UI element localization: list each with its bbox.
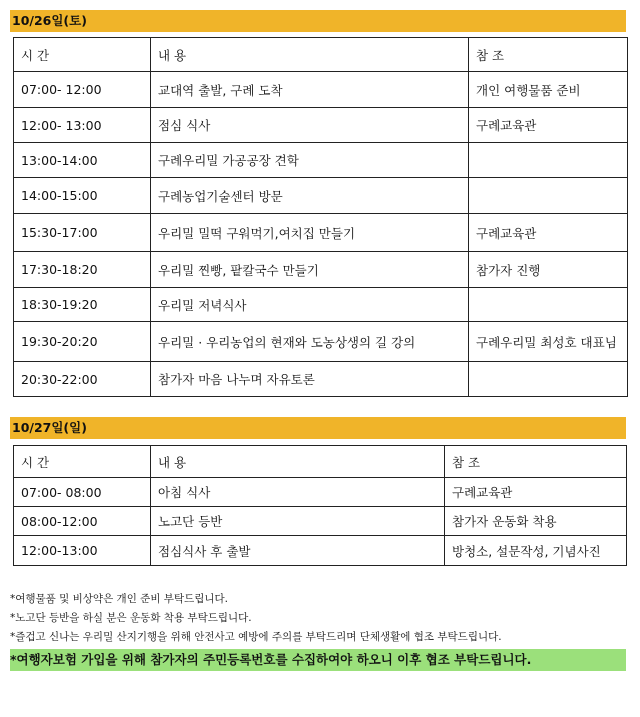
note-item: *즐겁고 신나는 우리밀 산지기행을 위해 안전사고 예방에 주의를 부탁드리며 단체생활에 협조 부탁드립니다. (10, 631, 502, 643)
time-cell: 15:30-17:00 (14, 214, 151, 252)
ref-cell (469, 178, 628, 214)
table-row (14, 214, 628, 252)
content-cell: 참가자 마음 나누며 자유토론 (151, 362, 469, 397)
ref-cell: 참가자 진행 (469, 252, 628, 288)
ref-cell: 구례교육관 (445, 478, 627, 507)
note-item: *여행물품 및 비상약은 개인 준비 부탁드립니다. (10, 593, 228, 605)
notes-section (10, 590, 630, 671)
table-row (14, 178, 628, 214)
column-header: 참 조 (445, 446, 627, 478)
column-header: 시 간 (14, 446, 151, 478)
table-header-row (14, 38, 628, 72)
time-cell: 20:30-22:00 (14, 362, 151, 397)
content-cell: 우리밀 밀떡 구워먹기,여치집 만들기 (151, 214, 469, 252)
time-cell: 07:00- 08:00 (14, 478, 151, 507)
time-cell: 13:00-14:00 (14, 143, 151, 178)
ref-cell: 구례교육관 (469, 214, 628, 252)
ref-cell (469, 288, 628, 322)
table-header-row (14, 446, 627, 478)
ref-cell: 구례우리밀 최성호 대표님 (469, 322, 628, 362)
table-row (14, 108, 628, 143)
content-cell: 구례우리밀 가공공장 견학 (151, 143, 469, 178)
table-row (14, 143, 628, 178)
ref-cell (469, 143, 628, 178)
content-cell: 우리밀 · 우리농업의 현재와 도농상생의 길 강의 (151, 322, 469, 362)
content-cell: 노고단 등반 (151, 507, 445, 536)
column-header: 내 용 (151, 446, 445, 478)
table-row (14, 322, 628, 362)
time-cell: 12:00-13:00 (14, 536, 151, 566)
content-cell: 아침 식사 (151, 478, 445, 507)
column-header: 시 간 (14, 38, 151, 72)
table-row (14, 288, 628, 322)
time-cell: 19:30-20:20 (14, 322, 151, 362)
time-cell: 12:00- 13:00 (14, 108, 151, 143)
highlight-note: *여행자보험 가입을 위해 참가자의 주민등록번호를 수집하여야 하오니 이후 협조 부탁드립니다. (10, 649, 626, 671)
day1-header: 10/26일(토) (10, 10, 626, 32)
ref-cell: 방청소, 설문작성, 기념사진 (445, 536, 627, 566)
table-row (14, 252, 628, 288)
ref-cell: 개인 여행물품 준비 (469, 72, 628, 108)
ref-cell: 구례교육관 (469, 108, 628, 143)
table-row (14, 536, 627, 566)
content-cell: 점심 식사 (151, 108, 469, 143)
ref-cell (469, 362, 628, 397)
content-cell: 우리밀 저녁식사 (151, 288, 469, 322)
content-cell: 점심식사 후 출발 (151, 536, 445, 566)
content-cell: 교대역 출발, 구례 도착 (151, 72, 469, 108)
column-header: 참 조 (469, 38, 628, 72)
time-cell: 18:30-19:20 (14, 288, 151, 322)
time-cell: 07:00- 12:00 (14, 72, 151, 108)
table-row (14, 478, 627, 507)
table-row (14, 362, 628, 397)
content-cell: 구례농업기술센터 방문 (151, 178, 469, 214)
day1-schedule-table (13, 37, 628, 397)
note-item: *노고단 등반을 하실 분은 운동화 착용 부탁드립니다. (10, 612, 252, 624)
time-cell: 14:00-15:00 (14, 178, 151, 214)
content-cell: 우리밀 찐빵, 팥칼국수 만들기 (151, 252, 469, 288)
time-cell: 08:00-12:00 (14, 507, 151, 536)
day2-schedule-table (13, 445, 627, 566)
table-row (14, 72, 628, 108)
column-header: 내 용 (151, 38, 469, 72)
ref-cell: 참가자 운동화 착용 (445, 507, 627, 536)
time-cell: 17:30-18:20 (14, 252, 151, 288)
table-row (14, 507, 627, 536)
day2-header: 10/27일(일) (10, 417, 626, 439)
